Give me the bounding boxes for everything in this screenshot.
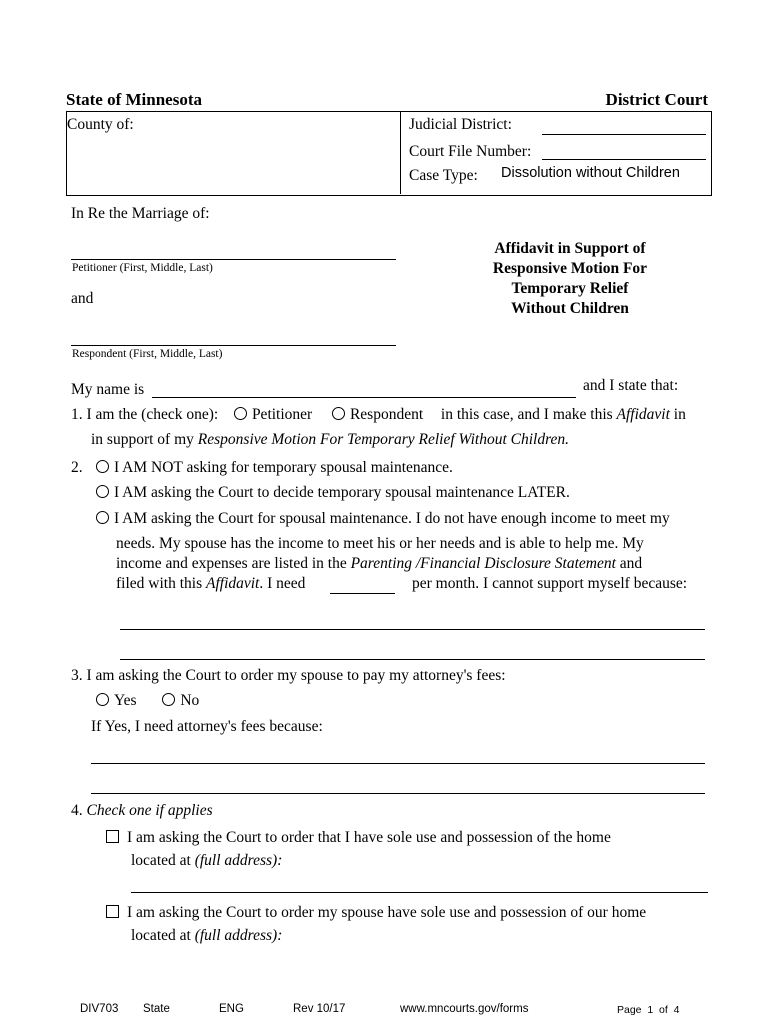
maintenance-now-label: I AM asking the Court for spousal maintenance. I do not have enough income to meet my	[114, 510, 670, 527]
maintenance-now-radio[interactable]	[96, 511, 109, 524]
petitioner-radio[interactable]	[234, 407, 247, 420]
item-1-prefix: I am the (check one):	[86, 406, 219, 423]
maintenance-not-option	[96, 459, 453, 477]
in-re-label: In Re the Marriage of:	[71, 205, 210, 222]
footer-page-number: Page 1 of 4	[617, 1004, 680, 1016]
county-label: County of:	[67, 116, 134, 133]
full-address-label-2: (full address):	[194, 927, 283, 944]
title-line-4: Without Children	[511, 300, 629, 317]
home-possession-spouse-option	[106, 904, 646, 922]
attorney-fees-if-yes: If Yes, I need attorney's fees because:	[91, 718, 323, 735]
petitioner-option-label: Petitioner	[251, 406, 313, 423]
home-possession-spouse-address-label	[131, 927, 282, 945]
footer-form-id: DIV703	[80, 1003, 119, 1015]
title-line-1: Affidavit in Support of	[494, 240, 646, 257]
state-heading: State of Minnesota	[66, 90, 202, 109]
footer-url[interactable]: www.mncourts.gov/forms	[400, 1003, 529, 1015]
maintenance-later-radio[interactable]	[96, 485, 109, 498]
home-possession-self-option	[106, 829, 611, 847]
item-1-suffix: in this case, and I make this	[440, 406, 613, 423]
item-1-in: in	[673, 406, 686, 423]
maintenance-reason-line-1[interactable]	[120, 629, 705, 630]
located-at-label-2: located at	[131, 927, 191, 944]
item-1-line-2-prefix: in support of my	[91, 431, 194, 448]
item-4-number: 4.	[71, 802, 83, 819]
attorney-fees-yes-label: Yes	[114, 692, 137, 709]
attorney-fees-reason-line-1[interactable]	[91, 763, 705, 764]
full-address-label-1: (full address):	[194, 852, 283, 869]
court-file-number-field[interactable]	[542, 159, 706, 160]
respondent-radio[interactable]	[332, 407, 345, 420]
item-1-motion-title: Responsive Motion For Temporary Relief Without Children.	[197, 431, 570, 448]
maintenance-reason-line-2[interactable]	[120, 659, 705, 660]
judicial-district-label: Judicial District:	[409, 116, 512, 133]
maintenance-cont-3-affidavit: Affidavit	[205, 575, 260, 592]
item-1-number: 1.	[71, 406, 83, 423]
attorney-fees-reason-line-2[interactable]	[91, 793, 705, 794]
my-name-field[interactable]	[152, 397, 576, 398]
footer-language: ENG	[219, 1003, 244, 1015]
petitioner-label: Petitioner (First, Middle, Last)	[72, 262, 213, 274]
footer-revision: Rev 10/17	[293, 1003, 346, 1015]
respondent-label: Respondent (First, Middle, Last)	[72, 348, 223, 360]
maintenance-cont-2-suffix: and	[619, 555, 643, 572]
maintenance-cont-3-mid: . I need	[259, 575, 306, 592]
maintenance-cont-2	[116, 555, 642, 573]
maintenance-cont-1: needs. My spouse has the income to meet his or her needs and is able to help me. My	[116, 535, 644, 552]
court-heading: District Court	[605, 90, 708, 109]
state-that-label: and I state that:	[583, 377, 679, 394]
located-at-label-1: located at	[131, 852, 191, 869]
maintenance-now-option	[96, 510, 670, 528]
my-name-label: My name is	[71, 381, 145, 398]
home-possession-spouse-checkbox[interactable]	[106, 905, 119, 918]
maintenance-cont-2-prefix: income and expenses are listed in the	[116, 555, 347, 572]
maintenance-cont-3-suffix: per month. I cannot support myself because:	[412, 575, 688, 592]
case-header-divider	[400, 111, 401, 194]
judicial-district-field[interactable]	[542, 134, 706, 135]
attorney-fees-yes-radio[interactable]	[96, 693, 109, 706]
home-possession-self-address-field[interactable]	[131, 892, 708, 893]
document-title	[450, 239, 690, 319]
item-3-text: 3. I am asking the Court to order my spouse to pay my attorney's fees:	[71, 667, 506, 684]
case-type-label: Case Type:	[409, 167, 478, 184]
item-4-heading-row	[71, 802, 213, 820]
case-header-box	[66, 111, 712, 196]
item-4-heading: Check one if applies	[86, 802, 213, 819]
and-label: and	[71, 290, 94, 307]
monthly-amount-field[interactable]	[330, 593, 395, 594]
respondent-option-label: Respondent	[349, 406, 424, 423]
maintenance-not-label: I AM NOT asking for temporary spousal maintenance.	[114, 459, 453, 476]
attorney-fees-no-label: No	[180, 692, 200, 709]
maintenance-cont-3-prefix: filed with this	[116, 575, 203, 592]
item-2-number: 2.	[71, 459, 83, 476]
respondent-name-field[interactable]	[71, 345, 396, 346]
maintenance-not-radio[interactable]	[96, 460, 109, 473]
maintenance-cont-3	[116, 575, 305, 593]
title-line-2: Responsive Motion For	[492, 260, 648, 277]
disclosure-statement-title: Parenting /Financial Disclosure Statement	[350, 555, 616, 572]
home-possession-self-label: I am asking the Court to order that I have sole use and possession of the home	[127, 829, 611, 846]
home-possession-self-address-label	[131, 852, 282, 870]
court-file-number-label: Court File Number:	[409, 143, 532, 160]
maintenance-later-label: I AM asking the Court to decide temporary spousal maintenance LATER.	[114, 484, 570, 501]
maintenance-later-option	[96, 484, 570, 502]
attorney-fees-no-radio[interactable]	[162, 693, 175, 706]
title-line-3: Temporary Relief	[511, 280, 629, 297]
item-1-affidavit: Affidavit	[616, 406, 670, 423]
item-1-line-2	[91, 431, 569, 449]
home-possession-spouse-label: I am asking the Court to order my spouse have sole use and possession of our home	[127, 904, 647, 921]
petitioner-name-field[interactable]	[71, 259, 396, 260]
item-1-line-1	[71, 406, 686, 424]
footer-state: State	[143, 1003, 170, 1015]
attorney-fees-options	[96, 692, 199, 710]
home-possession-self-checkbox[interactable]	[106, 830, 119, 843]
case-type-value[interactable]: Dissolution without Children	[501, 165, 680, 181]
